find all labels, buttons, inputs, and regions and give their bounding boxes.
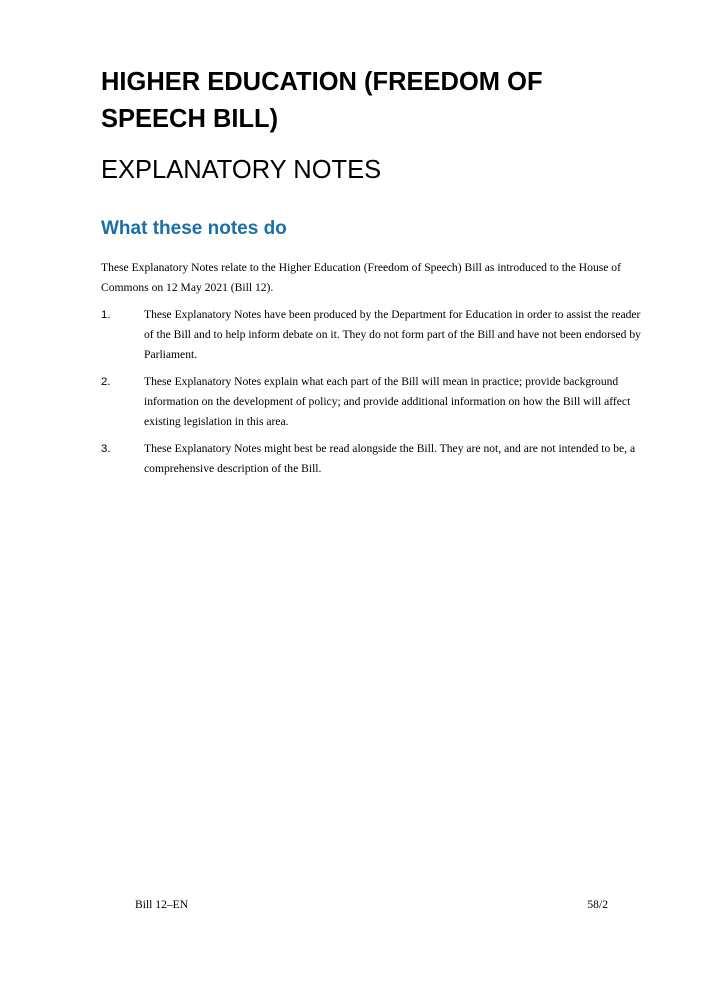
document-title: HIGHER EDUCATION (FREEDOM OF SPEECH BILL) — [101, 68, 543, 133]
footer-bill-reference: Bill 12–EN — [135, 898, 189, 911]
note-item — [101, 439, 646, 479]
document-subtitle: EXPLANATORY NOTES — [101, 156, 382, 184]
numbered-notes-list — [101, 305, 646, 486]
note-text: These Explanatory Notes might best be read alongside the Bill. They are not, and are not intended to be, a comprehensive description of the Bill. — [144, 442, 636, 475]
note-number: 1. — [101, 309, 111, 321]
note-text: These Explanatory Notes have been produced by the Department for Education in order to assist the reader of the Bill and to help inform debate on it. They do not form part of the Bill and have not been endorsed by Parliament. — [144, 308, 641, 361]
note-number: 2. — [101, 376, 111, 388]
footer-code: 58/2 — [587, 898, 608, 911]
note-text: These Explanatory Notes explain what each part of the Bill will mean in practice; provide background information on the development of policy; and provide additional information on how the Bill will affect existing legislation in this area. — [144, 375, 631, 428]
intro-paragraph: These Explanatory Notes relate to the Higher Education (Freedom of Speech) Bill as introduced to the House of Commons on 12 May 2021 (Bill 12). — [101, 261, 621, 294]
note-item — [101, 305, 646, 365]
section-heading: What these notes do — [101, 218, 287, 239]
note-item — [101, 372, 646, 432]
note-number: 3. — [101, 443, 111, 455]
